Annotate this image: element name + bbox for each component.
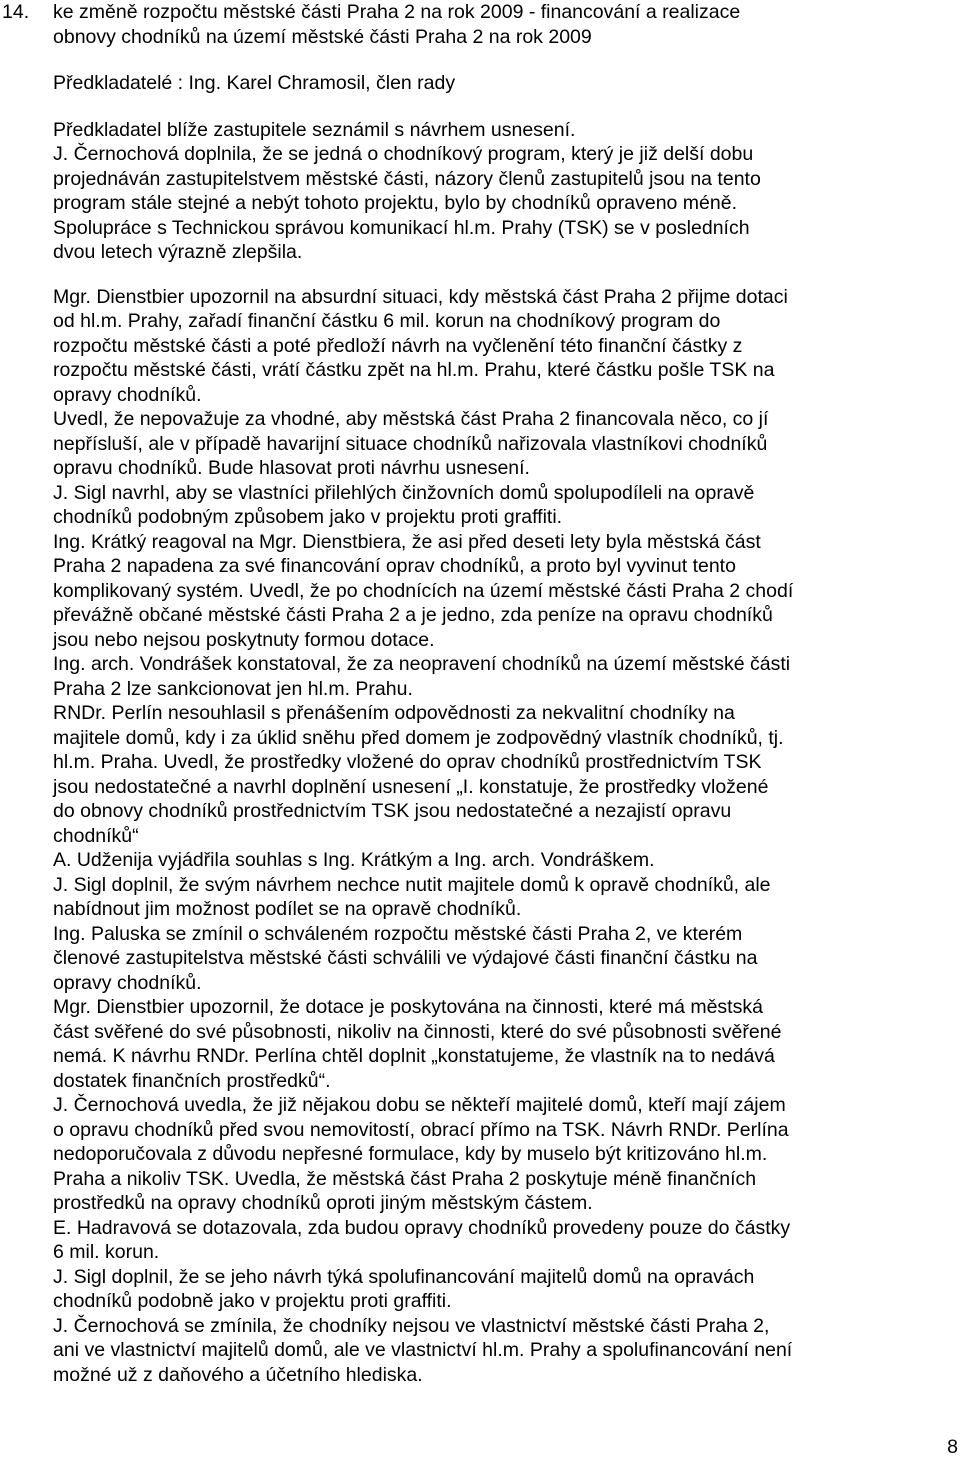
text-line: Praha 2 napadena za své financování oprav chodníků, a proto byl vyvinut tento [53, 555, 736, 577]
discussion-paragraph-2 [53, 285, 953, 1388]
text-line: program stále stejné a nebýt tohoto projektu, bylo by chodníků opraveno méně. [53, 192, 738, 214]
text-line: A. Udženija vyjádřila souhlas s Ing. Krátkým a Ing. arch. Vondráškem. [53, 849, 655, 871]
spacer [53, 96, 953, 118]
item-title-line: ke změně rozpočtu městské části Praha 2 na rok 2009 - financování a realizace [53, 1, 741, 23]
text-line: nabídnout jim možnost podílet se na opravě chodníků. [53, 898, 522, 920]
spacer [53, 265, 953, 285]
text-line: jsou nebo nejsou poskytnuty formou dotace. [53, 628, 435, 651]
text-line: Mgr. Dienstbier upozornil, že dotace je poskytována na činnosti, které má městská [53, 996, 763, 1018]
agenda-item-number: 14. [2, 1, 30, 23]
text-line: o opravu chodníků před svou nemovitostí, obrací přímo na TSK. Návrh RNDr. Perlína [53, 1118, 789, 1141]
text-line: majitele domů, kdy i za úklid sněhu před domem je zodpovědný vlastník chodníků, tj. [53, 726, 784, 749]
text-line: RNDr. Perlín nesouhlasil s přenášením odpovědnosti za nekvalitní chodníky na [53, 702, 735, 724]
spacer [53, 49, 953, 71]
text-line: opravy chodníků. [53, 383, 202, 406]
text-line: Uvedl, že nepovažuje za vhodné, aby městská část Praha 2 financovala něco, co jí [53, 408, 769, 430]
text-line: E. Hadravová se dotazovala, zda budou opravy chodníků provedeny pouze do částky [53, 1216, 791, 1239]
text-line: nepřísluší, ale v případě havarijní situace chodníků nařizovala vlastníkovi chodníků [53, 432, 768, 455]
text-line: členové zastupitelstva městské části schválili ve výdajové části finanční částku na [53, 947, 758, 969]
item-title-line: obnovy chodníků na území městské části Praha 2 na rok 2009 [53, 25, 592, 48]
text-line: chodníků podobným způsobem jako v projektu proti graffiti. [53, 506, 563, 528]
text-line: od hl.m. Prahy, zařadí finanční částku 6 mil. korun na chodníkový program do [53, 310, 721, 332]
discussion-paragraph-1 [53, 142, 953, 265]
text-line: rozpočtu městské části a poté předloží návrh na vyčlenění této finanční částky z [53, 334, 743, 357]
text-line: Ing. Krátký reagoval na Mgr. Dienstbiera, že asi před deseti lety byla městská část [53, 530, 761, 553]
text-line: komplikovaný systém. Uvedl, že po chodnících na území městské části Praha 2 chodí [53, 579, 794, 602]
text-line: 6 mil. korun. [53, 1241, 160, 1263]
text-line: rozpočtu městské části, vrátí částku zpět na hl.m. Prahu, které částku pošle TSK na [53, 359, 775, 381]
text-line: dostatek finančních prostředků“. [53, 1069, 331, 1092]
text-line: Ing. Paluska se zmínil o schváleném rozpočtu městské části Praha 2, ve kterém [53, 922, 743, 945]
text-line: Spolupráce s Technickou správou komunikací hl.m. Prahy (TSK) se v posledních [53, 216, 750, 239]
text-line: hl.m. Praha. Uvedl, že prostředky vložené do oprav chodníků prostřednictvím TSK [53, 751, 762, 773]
text-line: chodníků“ [53, 824, 139, 847]
text-line: opravy chodníků. [53, 971, 202, 994]
page-number: 8 [947, 1436, 958, 1458]
text-line: do obnovy chodníků prostřednictvím TSK jsou nedostatečné a nezajistí opravu [53, 800, 732, 822]
text-line: J. Černochová doplnila, že se jedná o chodníkový program, který je již delší dobu [53, 143, 754, 165]
text-line: nemá. K návrhu RNDr. Perlína chtěl doplnit „konstatujeme, že vlastník na to nedává [53, 1045, 775, 1067]
text-line: projednáván zastupitelstvem městské části, názory členů zastupitelů jsou na tento [53, 167, 761, 190]
text-line: J. Černochová se zmínila, že chodníky nejsou ve vlastnictví městské části Praha 2, [53, 1314, 770, 1337]
text-line: Praha 2 lze sankcionovat jen hl.m. Prahu. [53, 677, 413, 700]
text-line: převážně občané městské části Praha 2 a je jedno, zda peníze na opravu chodníků [53, 604, 773, 626]
text-line: Mgr. Dienstbier upozornil na absurdní situaci, kdy městská část Praha 2 přijme dotaci [53, 285, 788, 308]
text-line: chodníků podobně jako v projektu proti graffiti. [53, 1290, 452, 1312]
text-line: jsou nedostatečné a navrhl doplnění usnesení „I. konstatuje, že prostředky vložené [53, 775, 769, 798]
text-line: J. Černochová uvedla, že již nějakou dobu se někteří majitelé domů, kteří mají zájem [53, 1094, 786, 1116]
text-line: část svěřené do své působnosti, nikoliv na činnosti, které do své působnosti svěřené [53, 1020, 782, 1043]
presenter-line: Předkladatelé : Ing. Karel Chramosil, člen rady [53, 72, 456, 94]
text-line: J. Sigl doplnil, že svým návrhem nechce nutit majitele domů k opravě chodníků, ale [53, 873, 771, 896]
text-line: možné už z daňového a účetního hlediska. [53, 1363, 423, 1386]
text-line: dvou letech výrazně zlepšila. [53, 241, 303, 263]
agenda-item-content [53, 0, 953, 1387]
intro-line: Předkladatel blíže zastupitele seznámil s návrhem usnesení. [53, 118, 576, 141]
text-line: opravu chodníků. Bude hlasovat proti návrhu usnesení. [53, 457, 530, 479]
text-line: Ing. arch. Vondrášek konstatoval, že za neopravení chodníků na území městské části [53, 653, 791, 675]
text-line: J. Sigl doplnil, že se jeho návrh týká spolufinancování majitelů domů na opravách [53, 1265, 755, 1288]
text-line: J. Sigl navrhl, aby se vlastníci přilehlých činžovních domů spolupodíleli na opravě [53, 481, 755, 504]
text-line: nedoporučovala z důvodu nepřesné formulace, kdy by muselo být kritizováno hl.m. [53, 1143, 768, 1165]
text-line: Praha a nikoliv TSK. Uvedla, že městská část Praha 2 poskytuje méně finančních [53, 1167, 757, 1190]
text-line: ani ve vlastnictví majitelů domů, ale ve vlastnictví hl.m. Prahy a spolufinancování není [53, 1339, 793, 1361]
text-line: prostředků na opravy chodníků oproti jiným městským částem. [53, 1192, 593, 1214]
